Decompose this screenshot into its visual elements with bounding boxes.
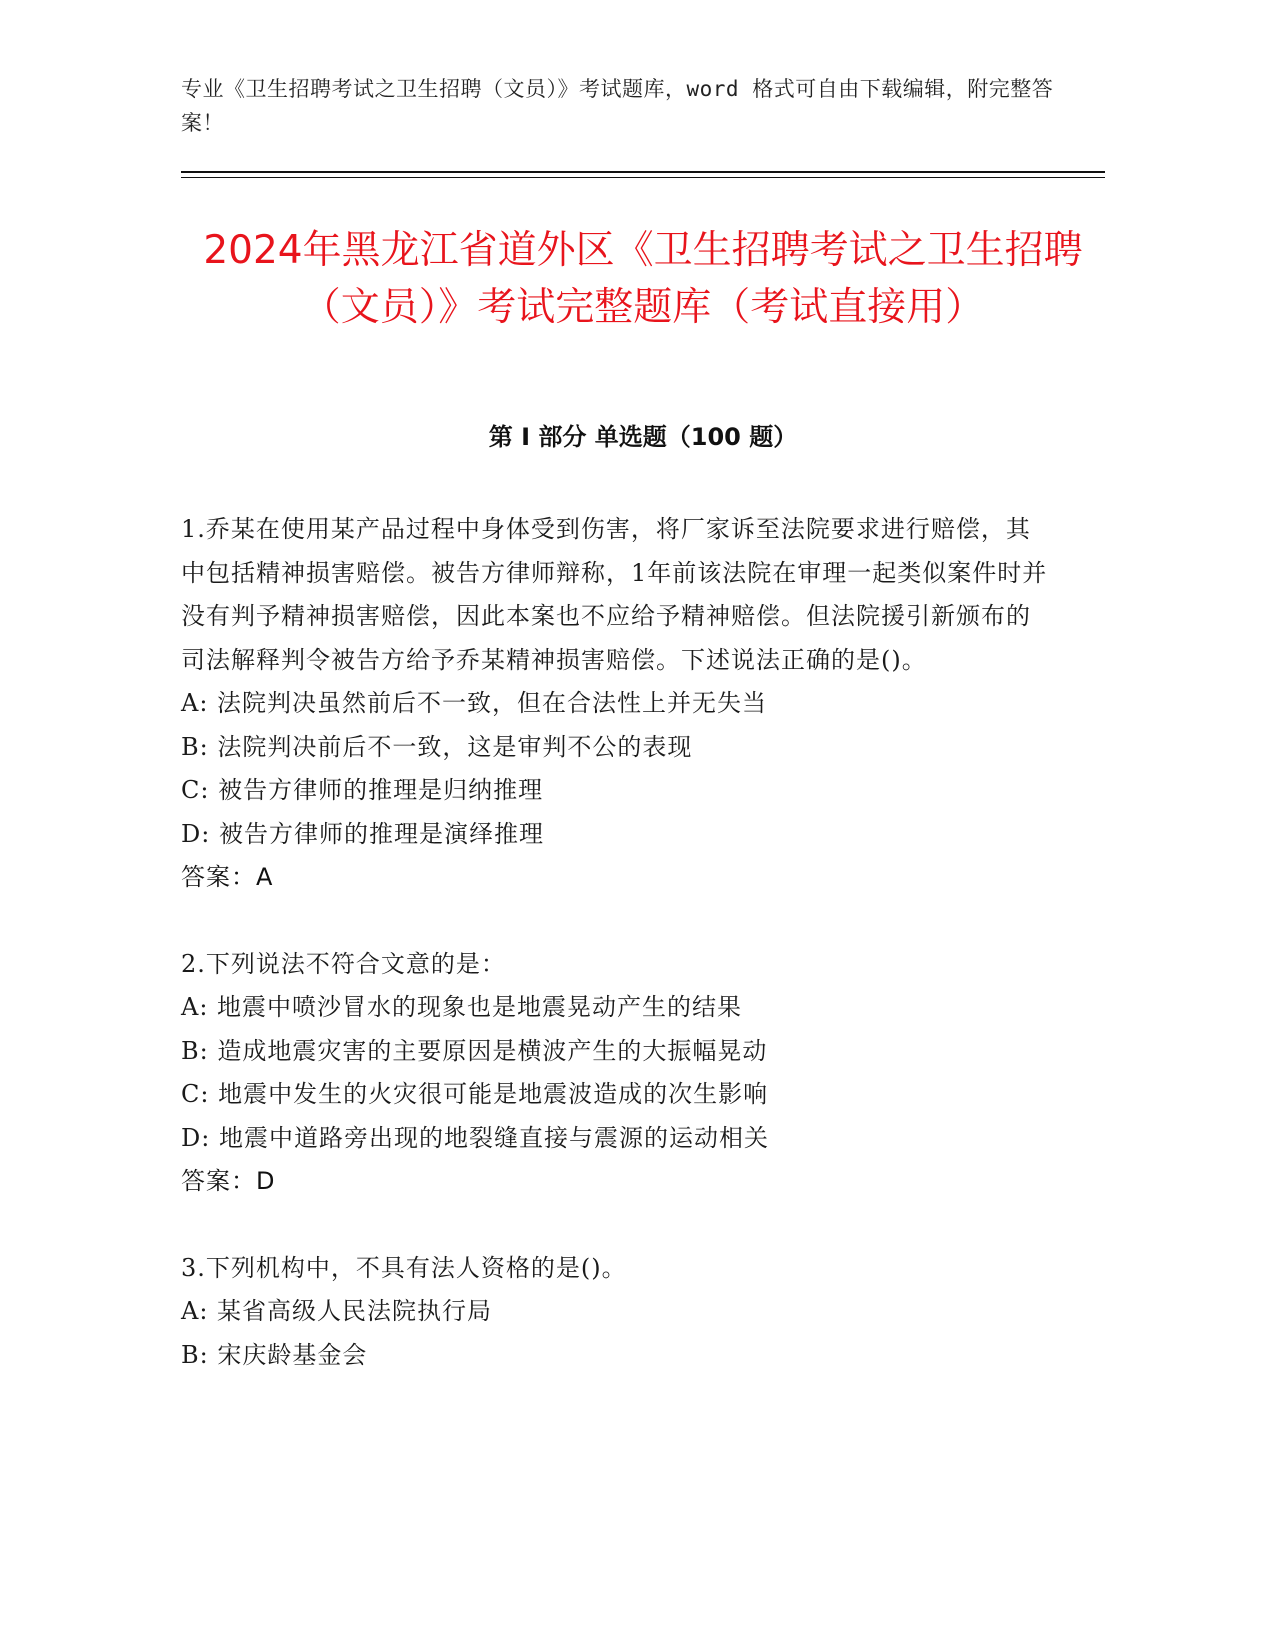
question-stem: 2.下列说法不符合文意的是： xyxy=(181,949,506,978)
option-a: A: 法院判决虽然前后不一致，但在合法性上并无失当 xyxy=(181,689,768,717)
question-list xyxy=(181,508,1051,1377)
question-stem: 1.乔某在使用某产品过程中身体受到伤害，将厂家诉至法院要求进行赔偿，其中包括精神损害赔偿。被告方律师辩称，1年前该法院在审理一起类似案件时并没有判予精神损害赔偿，因此本案也不应给予精神赔偿。但法院援引新颁布的司法解释判令被告方给予乔某精神损害赔偿。下述说法正确的是()。 xyxy=(181,515,1048,674)
option-c: C: 地震中发生的火灾很可能是地震波造成的次生影响 xyxy=(181,1080,769,1108)
header-rule-thick xyxy=(181,171,1105,173)
answer: 答案：D xyxy=(181,1167,276,1195)
question-3 xyxy=(181,1247,1051,1378)
section-heading: 第 I 部分 单选题（100 题） xyxy=(488,423,798,451)
answer: 答案：A xyxy=(181,863,274,891)
option-b: B: 造成地震灾害的主要原因是横波产生的大振幅晃动 xyxy=(181,1036,768,1065)
option-d: D: 地震中道路旁出现的地裂缝直接与震源的运动相关 xyxy=(181,1123,769,1152)
document-title: 2024年黑龙江省道外区《卫生招聘考试之卫生招聘（文员）》考试完整题库（考试直接用） xyxy=(203,228,1083,330)
question-stem: 3.下列机构中，不具有法人资格的是()。 xyxy=(181,1253,627,1282)
option-a: A: 地震中喷沙冒水的现象也是地震晃动产生的结果 xyxy=(181,993,743,1021)
option-b: B: 法院判决前后不一致，这是审判不公的表现 xyxy=(181,732,693,761)
option-b: B: 宋庆龄基金会 xyxy=(181,1340,368,1369)
header-note: 专业《卫生招聘考试之卫生招聘（文员）》考试题库，word 格式可自由下载编辑，附完整答案！ xyxy=(181,77,1054,135)
question-1 xyxy=(181,508,1051,900)
question-2 xyxy=(181,943,1051,1204)
option-c: C: 被告方律师的推理是归纳推理 xyxy=(181,776,544,804)
header-rule-thin xyxy=(181,177,1105,178)
option-a: A: 某省高级人民法院执行局 xyxy=(181,1297,493,1325)
option-d: D: 被告方律师的推理是演绎推理 xyxy=(181,819,544,848)
